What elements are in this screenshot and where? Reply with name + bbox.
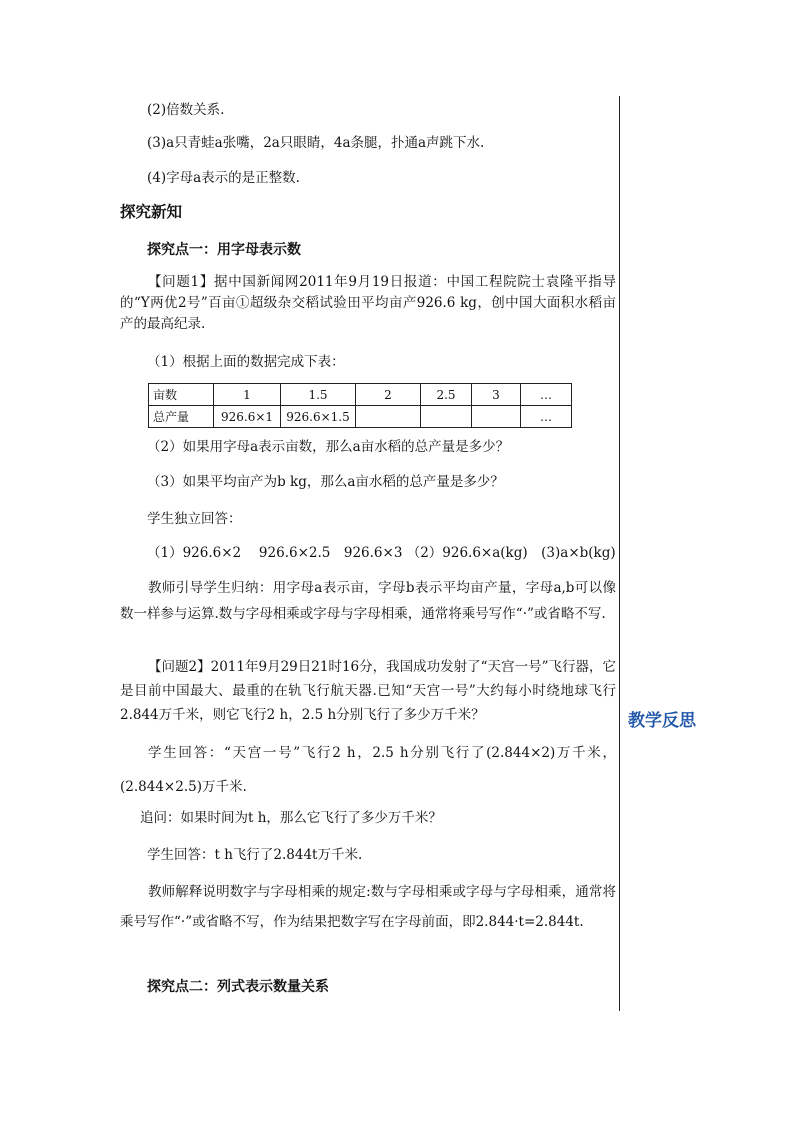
point-two-heading: 探究点二：列式表示数量关系 bbox=[147, 979, 329, 995]
table-cell bbox=[472, 406, 521, 428]
student-answer-lead: 学生独立回答： bbox=[147, 511, 242, 527]
table-cell: 1 bbox=[214, 384, 281, 406]
table-cell: 3 bbox=[472, 384, 521, 406]
table-cell: 926.6×1 bbox=[214, 406, 281, 428]
table-row bbox=[149, 384, 572, 406]
teacher-explanation-two: 教师解释说明数字与字母相乘的规定:数与字母相乘或字母与字母相乘，通常将乘号写作“·”或省略不写，作为结果把数字写在字母前面，即2.844·t=2.844t. bbox=[120, 884, 616, 930]
table-cell: … bbox=[521, 406, 572, 428]
table-cell: 总产量 bbox=[149, 406, 214, 428]
line-positive-integer: (4)字母a表示的是正整数. bbox=[147, 170, 300, 186]
teacher-summary-one: 教师引导学生归纳：用字母a表示亩，字母b表示平均亩产量，字母a,b可以像数一样参与运算.数与字母相乘或字母与字母相乘，通常将乘号写作“·”或省略不写. bbox=[120, 580, 616, 622]
table-row bbox=[149, 406, 572, 428]
follow-up-question: 追问：如果时间为t h，那么它飞行了多少万千米？ bbox=[140, 810, 442, 826]
table-cell: 1.5 bbox=[281, 384, 356, 406]
line-frog-rhyme: (3)a只青蛙a张嘴，2a只眼睛，4a条腿，扑通a声跳下水. bbox=[147, 135, 485, 151]
point-one-heading: 探究点一：用字母表示数 bbox=[147, 242, 301, 258]
column-divider bbox=[619, 96, 620, 1011]
question-two: 【问题2】2011年9月29日21时16分，我国成功发射了“天宫一号”飞行器，它是目前中国最大、最重的在轨飞行航天器.已知“天宫一号”大约每小时绕地球飞行2.844万千米，则它飞行2 h，2.5 h分别飞行了多少万千米？ bbox=[120, 659, 616, 723]
student-answer-one: （1）926.6×2 926.6×2.5 926.6×3 （2）926.6×a(kg) (3)a×b(kg) bbox=[147, 545, 616, 561]
line-multiple-relation: (2)倍数关系. bbox=[147, 102, 225, 118]
question-one-part3: （3）如果平均亩产为b kg，那么a亩水稻的总产量是多少？ bbox=[147, 474, 504, 490]
section-heading: 探究新知 bbox=[120, 203, 183, 221]
table-cell: 亩数 bbox=[149, 384, 214, 406]
question-one-part1: （1）根据上面的数据完成下表： bbox=[147, 354, 345, 370]
table-cell: 2.5 bbox=[421, 384, 472, 406]
question-one-part2: （2）如果用字母a表示亩数，那么a亩水稻的总产量是多少？ bbox=[147, 439, 510, 455]
table-cell bbox=[421, 406, 472, 428]
question-one: 【问题1】据中国新闻网2011年9月19日报道：中国工程院院士袁隆平指导的“Y两优2号”百亩①超级杂交稻试验田平均亩产926.6 kg，创中国大面积水稻亩产的最高纪录. bbox=[120, 274, 616, 332]
table-cell: 926.6×1.5 bbox=[281, 406, 356, 428]
yield-table bbox=[148, 383, 572, 428]
teaching-reflection-label: 教学反思 bbox=[628, 711, 696, 731]
table-cell: … bbox=[521, 384, 572, 406]
student-answer-two: 学生回答：“天宫一号”飞行2 h，2.5 h分别飞行了(2.844×2)万千米，(2.844×2.5)万千米. bbox=[120, 745, 616, 795]
table-cell: 2 bbox=[356, 384, 421, 406]
student-answer-three: 学生回答：t h飞行了2.844t万千米. bbox=[147, 847, 363, 863]
table-cell bbox=[356, 406, 421, 428]
